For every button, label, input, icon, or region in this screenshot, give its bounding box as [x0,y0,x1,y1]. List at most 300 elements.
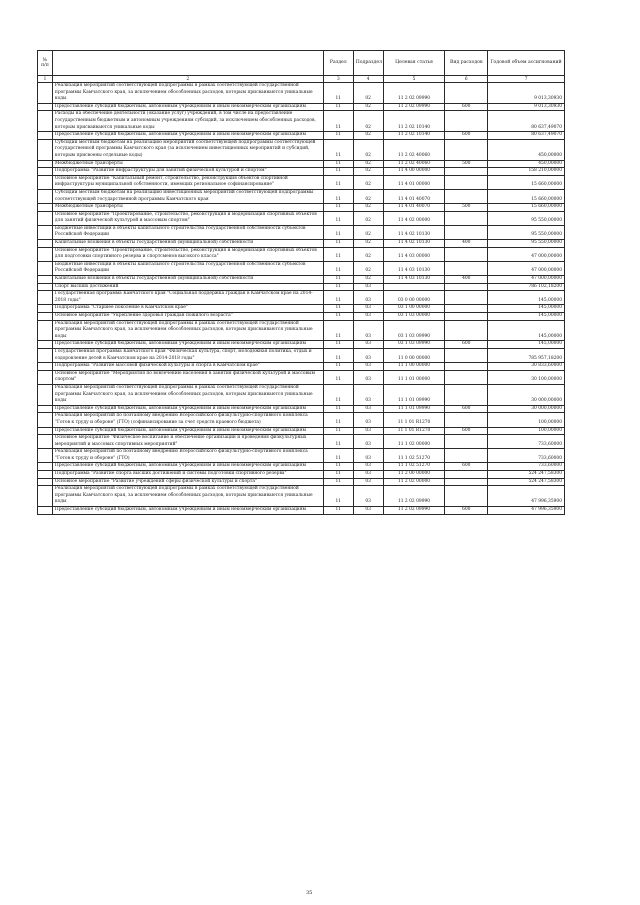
cell-amount: 733,60000 [488,435,565,449]
cell-expense-type [445,449,488,463]
cell-amount: 15 660,00000 [488,175,565,189]
column-number: 6 [445,76,488,83]
table-row [38,413,565,427]
cell-name: Основное мероприятие "Проектирование, строительство, реконструкция и модернизация спортивных объектов для подготовки спортивного резерва и спортсменов высокого класса" [52,247,323,261]
cell-expense-type [445,247,488,261]
cell-num [38,261,53,275]
cell-section: 11 [323,139,353,160]
cell-name: Капитальные вложения в объекты государственной (муниципальной) собственности [52,276,323,284]
cell-target-article: 11 4 00 00000 [383,168,445,176]
cell-amount: 145,00000 [488,305,565,313]
cell-name: Реализация мероприятий соответствующей подпрограммы в рамках соответствующей государственной программы Камчатского края, за исключением обособленных расходов, которым присваиваются уникальные коды [52,83,323,104]
cell-target-article: 11 4 03 00000 [383,247,445,261]
cell-name: Основное мероприятие "Мероприятия по вовлечению населения в занятия физической культурой и массовым спортом" [52,370,323,384]
table-row [38,427,565,435]
cell-amount: 145,00000 [488,313,565,321]
cell-expense-type [445,175,488,189]
cell-subsection: 03 [353,413,383,427]
cell-section: 11 [323,478,353,486]
cell-expense-type: 600 [445,405,488,413]
cell-amount: 30 100,00000 [488,370,565,384]
cell-name: Предоставление субсидий бюджетным, автономным учреждениям и иным некоммерческим организациям [52,463,323,471]
cell-section: 11 [323,370,353,384]
cell-expense-type: 600 [445,103,488,111]
cell-num [38,189,53,203]
table-row [38,240,565,248]
header-section: Раздел [323,51,353,76]
cell-name: Основное мероприятие "Физическое воспитание и обеспечение организации и проведения физкультурных мероприятий и массовых спортивных мероприятий" [52,435,323,449]
column-number-row [38,76,565,83]
cell-amount: 450,00000 [488,160,565,168]
cell-num [38,384,53,405]
cell-section: 11 [323,189,353,203]
cell-name: Реализация мероприятий по поэтапному внедрению Всероссийского физкультурно-спортивного комплекса "Готов к труду и обороне" (ГТО) [52,449,323,463]
cell-expense-type [445,313,488,321]
cell-amount: 9 013,30930 [488,83,565,104]
cell-subsection: 02 [353,247,383,261]
cell-section: 11 [323,240,353,248]
cell-amount: 95 550,00000 [488,240,565,248]
cell-subsection: 02 [353,175,383,189]
cell-num [38,225,53,239]
cell-target-article: 03 0 00 00000 [383,291,445,305]
table-row [38,370,565,384]
cell-expense-type [445,320,488,341]
cell-amount: 47 996,35900 [488,507,565,515]
cell-amount: 30 000,00000 [488,405,565,413]
cell-name: Реализация мероприятий соответствующей подпрограммы в рамках соответствующей государственной программы Камчатского края, за исключением обособленных расходов, которым присваиваются уникальные коды [52,486,323,507]
cell-num [38,305,53,313]
table-row [38,463,565,471]
cell-target-article: 11 4 01 00000 [383,175,445,189]
cell-target-article: 11 1 01 09990 [383,384,445,405]
cell-section: 11 [323,463,353,471]
cell-section: 11 [323,363,353,371]
cell-amount: 80 637,49070 [488,111,565,132]
table-row [38,305,565,313]
cell-expense-type [445,370,488,384]
cell-amount: 158 210,00000 [488,168,565,176]
cell-amount: 95 550,00000 [488,225,565,239]
cell-subsection: 03 [353,507,383,515]
column-number: 1 [38,76,53,83]
cell-num [38,132,53,140]
cell-name: Предоставление субсидий бюджетным, автономным учреждениям и иным некоммерческим организациям [52,103,323,111]
table-row [38,204,565,212]
cell-subsection: 03 [353,291,383,305]
cell-section: 11 [323,384,353,405]
cell-name: Государственная программа Камчатского края "Физическая культура, спорт, молодежная политика, отдых и оздоровление детей в Камчатском крае на 2014-2018 годы" [52,348,323,362]
cell-section: 11 [323,247,353,261]
cell-expense-type [445,261,488,275]
cell-amount: 9 013,30930 [488,103,565,111]
cell-expense-type [445,111,488,132]
cell-name: Субсидии местным бюджетам на реализацию мероприятий соответствующей подпрограммы соответствующей государственной программы Камчатского края (за исключением инвестиционных мероприятий и субсидий, которым присвоены отдельные коды) [52,139,323,160]
cell-subsection: 03 [353,449,383,463]
header-target-article: Целевая статья [383,51,445,76]
cell-num [38,168,53,176]
cell-target-article: 11 2 02 09990 [383,507,445,515]
cell-section: 11 [323,283,353,291]
cell-expense-type [445,168,488,176]
cell-amount: 47 996,35900 [488,486,565,507]
cell-expense-type [445,363,488,371]
cell-amount: 47 000,00000 [488,261,565,275]
cell-expense-type: 600 [445,427,488,435]
table-row [38,276,565,284]
cell-amount: 95 550,00000 [488,211,565,225]
cell-subsection: 03 [353,348,383,362]
cell-section: 11 [323,204,353,212]
cell-amount: 145,00000 [488,291,565,305]
cell-subsection: 03 [353,486,383,507]
cell-name: Подпрограмма "Старшее поколение в Камчатском крае" [52,305,323,313]
cell-amount: 15 660,00000 [488,189,565,203]
table-row [38,313,565,321]
cell-name: Межбюджетные трансферты [52,204,323,212]
cell-section: 11 [323,486,353,507]
cell-amount: 145,00000 [488,320,565,341]
cell-subsection: 03 [353,405,383,413]
cell-section: 11 [323,261,353,275]
cell-name: Межбюджетные трансферты [52,160,323,168]
cell-subsection: 02 [353,204,383,212]
cell-target-article: 11 2 02 40060 [383,139,445,160]
cell-subsection: 02 [353,276,383,284]
cell-name: Подпрограмма "Развитие массовой физической культуры и спорта в Камчатском крае" [52,363,323,371]
table-row [38,384,565,405]
cell-num [38,405,53,413]
cell-target-article: 11 1 02 51270 [383,449,445,463]
cell-amount: 524 247,58300 [488,478,565,486]
cell-target-article: 11 4 02 00000 [383,211,445,225]
cell-expense-type [445,139,488,160]
cell-num [38,291,53,305]
cell-expense-type: 600 [445,507,488,515]
table-row [38,189,565,203]
cell-expense-type [445,478,488,486]
table-row [38,160,565,168]
table-row [38,283,565,291]
table-row [38,132,565,140]
cell-subsection: 03 [353,384,383,405]
cell-num [38,471,53,479]
cell-num [38,139,53,160]
cell-target-article: 11 1 01 00000 [383,370,445,384]
table-row [38,341,565,349]
cell-subsection: 02 [353,261,383,275]
cell-name: Бюджетные инвестиции в объекты капитального строительства государственной собственности субъектов Российской Федерации [52,261,323,275]
column-number: 7 [488,76,565,83]
cell-num [38,83,53,104]
cell-section: 11 [323,413,353,427]
cell-num [38,435,53,449]
cell-amount: 145,00000 [488,341,565,349]
cell-section: 11 [323,341,353,349]
header-amount: Годовой объем ассигнований [488,51,565,76]
cell-expense-type [445,471,488,479]
cell-section: 11 [323,83,353,104]
table-row [38,405,565,413]
cell-num [38,363,53,371]
cell-expense-type [445,305,488,313]
cell-target-article: 11 2 02 09990 [383,83,445,104]
column-number: 5 [383,76,445,83]
table-row [38,211,565,225]
cell-section: 11 [323,211,353,225]
cell-section: 11 [323,313,353,321]
table-row [38,103,565,111]
table-row [38,111,565,132]
cell-name: Основное мероприятие "Развитие учреждений сферы физической культуры и спорта" [52,478,323,486]
cell-section: 11 [323,471,353,479]
cell-section: 11 [323,225,353,239]
cell-amount: 47 000,00000 [488,276,565,284]
cell-name: Предоставление субсидий бюджетным, автономным учреждениям и иным некоммерческим организациям [52,132,323,140]
cell-target-article: 11 2 02 00000 [383,478,445,486]
cell-amount: 100,00000 [488,427,565,435]
cell-subsection: 02 [353,111,383,132]
cell-num [38,160,53,168]
cell-amount: 30 000,00000 [488,384,565,405]
table-row [38,363,565,371]
cell-name: Предоставление субсидий бюджетным, автономным учреждениям и иным некоммерческим организациям [52,405,323,413]
cell-subsection: 02 [353,189,383,203]
cell-num [38,478,53,486]
column-number: 3 [323,76,353,83]
cell-num [38,240,53,248]
cell-name: Подпрограмма "Развитие инфраструктуры для занятий физической культурой и спортом" [52,168,323,176]
header-subsection: Подраздел [353,51,383,76]
cell-target-article: 11 1 00 00000 [383,363,445,371]
cell-num [38,276,53,284]
cell-num [38,341,53,349]
cell-expense-type [445,435,488,449]
cell-subsection: 02 [353,160,383,168]
cell-expense-type: 500 [445,204,488,212]
cell-num [38,348,53,362]
cell-subsection: 02 [353,132,383,140]
cell-amount: 785 957,18200 [488,348,565,362]
cell-target-article: 11 4 02 10130 [383,240,445,248]
cell-subsection: 02 [353,139,383,160]
cell-name: Основное мероприятие "Укрепление здоровья граждан пожилого возраста" [52,313,323,321]
cell-subsection: 03 [353,463,383,471]
cell-num [38,211,53,225]
cell-expense-type: 400 [445,276,488,284]
cell-section: 11 [323,175,353,189]
cell-target-article: 11 1 02 00000 [383,435,445,449]
cell-section: 11 [323,291,353,305]
table-row [38,435,565,449]
cell-target-article: 11 1 01 R1270 [383,413,445,427]
cell-section: 11 [323,132,353,140]
cell-target-article: 11 2 02 09990 [383,486,445,507]
table-row [38,168,565,176]
cell-subsection: 03 [353,363,383,371]
cell-name: Предоставление субсидий бюджетным, автономным учреждениям и иным некоммерческим организациям [52,341,323,349]
table-row [38,139,565,160]
cell-subsection: 03 [353,478,383,486]
table-row [38,471,565,479]
cell-name: Предоставление субсидий бюджетным, автономным учреждениям и иным некоммерческим организациям [52,507,323,515]
table-row [38,175,565,189]
cell-expense-type [445,225,488,239]
cell-subsection: 02 [353,83,383,104]
cell-amount: 15 660,00000 [488,204,565,212]
cell-target-article [383,283,445,291]
cell-expense-type: 400 [445,240,488,248]
table-row [38,478,565,486]
cell-section: 11 [323,449,353,463]
cell-target-article: 11 4 03 10130 [383,261,445,275]
cell-section: 11 [323,276,353,284]
cell-num [38,427,53,435]
cell-section: 11 [323,435,353,449]
cell-num [38,320,53,341]
cell-subsection: 02 [353,211,383,225]
header-expense-type: Вид расходов [445,51,488,76]
cell-amount: 733,60000 [488,463,565,471]
cell-target-article: 11 4 01 40070 [383,204,445,212]
cell-target-article: 03 1 03 09990 [383,320,445,341]
cell-amount: 30 833,60000 [488,363,565,371]
cell-expense-type [445,486,488,507]
cell-name: Реализация мероприятий соответствующей подпрограммы в рамках соответствующей государственной программы Камчатского края, за исключением обособленных расходов, которым присваиваются уникальные коды [52,384,323,405]
cell-amount: 786 102,18200 [488,283,565,291]
cell-expense-type [445,83,488,104]
cell-amount: 100,00000 [488,413,565,427]
cell-target-article: 11 1 02 51270 [383,463,445,471]
column-number: 2 [52,76,323,83]
cell-expense-type [445,348,488,362]
cell-target-article: 11 2 00 00000 [383,471,445,479]
cell-name: Основное мероприятие "Капитальный ремонт, строительство, реконструкция объектов спортивной инфраструктуры муниципальной собственности, имеющих региональное софинансирование" [52,175,323,189]
cell-section: 11 [323,111,353,132]
cell-section: 11 [323,507,353,515]
cell-name: Реализация мероприятий соответствующей подпрограммы в рамках соответствующей государственной программы Камчатского края, за исключением обособленных расходов, которым присваиваются уникальные коды [52,320,323,341]
cell-target-article: 11 4 03 10130 [383,276,445,284]
cell-section: 11 [323,320,353,341]
cell-subsection: 03 [353,305,383,313]
cell-num [38,204,53,212]
cell-target-article: 11 4 01 40070 [383,189,445,203]
cell-target-article: 03 1 03 09990 [383,341,445,349]
cell-expense-type [445,189,488,203]
table-row [38,83,565,104]
cell-expense-type: 600 [445,132,488,140]
cell-subsection: 02 [353,225,383,239]
cell-subsection: 03 [353,313,383,321]
cell-subsection: 03 [353,320,383,341]
cell-target-article: 11 0 00 00000 [383,348,445,362]
cell-expense-type: 500 [445,160,488,168]
cell-target-article: 11 2 02 40060 [383,160,445,168]
cell-name: Расходы на обеспечение деятельности (оказание услуг) учреждений, в том числе на предоставление государственным бюджетным и автономным учреждениям субсидий, за исключением обособленных расходов, которым присваиваются уникальные коды [52,111,323,132]
page-number: 35 [306,890,313,896]
cell-subsection: 03 [353,283,383,291]
cell-section: 11 [323,103,353,111]
cell-expense-type [445,211,488,225]
cell-name: Государственная программа Камчатского края "Социальная поддержка граждан в Камчатском крае на 2014-2018 годы" [52,291,323,305]
cell-subsection: 03 [353,435,383,449]
table-row [38,348,565,362]
cell-name: Бюджетные инвестиции в объекты капитального строительства государственной собственности субъектов Российской Федерации [52,225,323,239]
cell-target-article: 11 2 02 10140 [383,132,445,140]
cell-name: Реализация мероприятий по поэтапному внедрению Всероссийского физкультурно-спортивного комплекса "Готов к труду и обороне" (ГТО) (софинансирование за счет средств краевого бюджета) [52,413,323,427]
budget-table [37,50,565,515]
header-num: № п/п [38,51,53,76]
cell-target-article: 03 1 03 00000 [383,313,445,321]
column-number: 4 [353,76,383,83]
cell-section: 11 [323,168,353,176]
cell-target-article: 11 2 02 10140 [383,111,445,132]
cell-section: 11 [323,305,353,313]
cell-expense-type: 600 [445,463,488,471]
cell-expense-type [445,283,488,291]
cell-name: Подпрограмма "Развитие спорта высших достижений и системы подготовки спортивного резерва" [52,471,323,479]
table-row [38,449,565,463]
cell-num [38,463,53,471]
cell-name: Капитальные вложения в объекты государственной (муниципальной) собственности [52,240,323,248]
cell-amount: 524 247,58300 [488,471,565,479]
cell-name: Основное мероприятие "Проектирование, строительство, реконструкция и модернизация спортивных объектов для занятий физической культурой и массовым спортом" [52,211,323,225]
cell-num [38,313,53,321]
cell-num [38,175,53,189]
cell-target-article: 11 1 01 R1270 [383,427,445,435]
cell-num [38,103,53,111]
table-row [38,261,565,275]
cell-num [38,507,53,515]
table-row [38,291,565,305]
table-header-row [38,51,565,76]
cell-subsection: 03 [353,341,383,349]
cell-expense-type [445,291,488,305]
cell-name: Спорт высших достижений [52,283,323,291]
cell-subsection: 02 [353,103,383,111]
cell-amount: 733,60000 [488,449,565,463]
table-row [38,507,565,515]
cell-num [38,413,53,427]
cell-target-article: 11 2 02 09990 [383,103,445,111]
cell-section: 11 [323,405,353,413]
cell-subsection: 03 [353,471,383,479]
cell-expense-type [445,384,488,405]
cell-subsection: 03 [353,427,383,435]
cell-expense-type [445,413,488,427]
cell-amount: 47 000,00000 [488,247,565,261]
cell-subsection: 02 [353,168,383,176]
cell-target-article: 11 1 01 09990 [383,405,445,413]
table-row [38,486,565,507]
cell-subsection: 03 [353,370,383,384]
cell-num [38,247,53,261]
cell-section: 11 [323,427,353,435]
cell-num [38,370,53,384]
cell-num [38,449,53,463]
cell-section: 11 [323,160,353,168]
cell-name: Предоставление субсидий бюджетным, автономным учреждениям и иным некоммерческим организациям [52,427,323,435]
cell-num [38,283,53,291]
cell-num [38,111,53,132]
cell-target-article: 11 4 02 10130 [383,225,445,239]
cell-amount: 450,00000 [488,139,565,160]
cell-section: 11 [323,348,353,362]
cell-num [38,486,53,507]
cell-expense-type: 600 [445,341,488,349]
cell-subsection: 02 [353,240,383,248]
table-row [38,225,565,239]
